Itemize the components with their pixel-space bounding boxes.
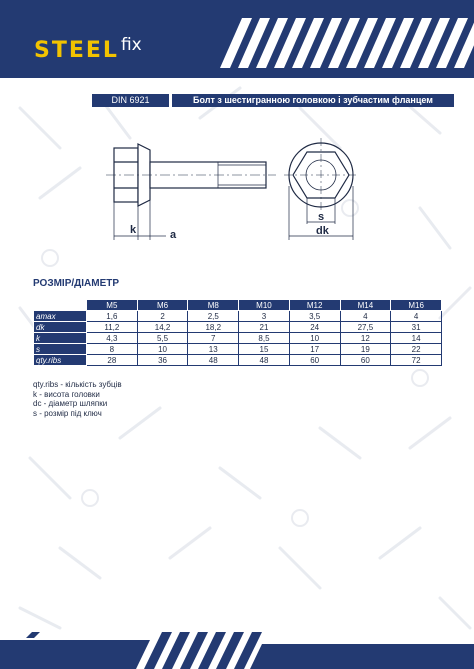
table-cell: 3,5 bbox=[289, 311, 340, 322]
table-cell: 2,5 bbox=[188, 311, 239, 322]
dim-label-k: k bbox=[130, 224, 137, 236]
table-cell: 3 bbox=[239, 311, 290, 322]
table-row bbox=[34, 355, 442, 366]
legend-item: qty.ribs - кількість зубців bbox=[33, 380, 122, 389]
table-cell: 4 bbox=[391, 311, 442, 322]
column-header: M8 bbox=[188, 300, 239, 311]
dim-label-dk: dk bbox=[316, 225, 329, 237]
table-cell: 17 bbox=[289, 344, 340, 355]
table-cell: 10 bbox=[289, 333, 340, 344]
table-cell: 13 bbox=[188, 344, 239, 355]
table-cell: 12 bbox=[340, 333, 391, 344]
table-cell: 19 bbox=[340, 344, 391, 355]
table-cell: 36 bbox=[137, 355, 188, 366]
row-label: s bbox=[34, 344, 87, 355]
table-cell: 24 bbox=[289, 322, 340, 333]
table-cell: 1,6 bbox=[87, 311, 138, 322]
bolt-side-view bbox=[114, 144, 266, 206]
table-cell: 11,2 bbox=[87, 322, 138, 333]
row-label: dk bbox=[34, 322, 87, 333]
table-cell: 14,2 bbox=[137, 322, 188, 333]
table-cell: 10 bbox=[137, 344, 188, 355]
dimensions-table bbox=[33, 299, 442, 366]
product-title-bar bbox=[92, 94, 454, 107]
table-header-row bbox=[34, 300, 442, 311]
row-label: k bbox=[34, 333, 87, 344]
table-cell: 72 bbox=[391, 355, 442, 366]
column-header: M10 bbox=[239, 300, 290, 311]
standard-code: DIN 6921 bbox=[92, 94, 169, 107]
table-cell: 5,5 bbox=[137, 333, 188, 344]
table-cell: 4,3 bbox=[87, 333, 138, 344]
table-cell: 21 bbox=[239, 322, 290, 333]
table-cell: 4 bbox=[340, 311, 391, 322]
product-title: Болт з шестигранною головкою і зубчастим фланцем bbox=[172, 94, 454, 107]
column-header: M6 bbox=[137, 300, 188, 311]
table-cell: 15 bbox=[239, 344, 290, 355]
table-cell: 22 bbox=[391, 344, 442, 355]
table-cell: 31 bbox=[391, 322, 442, 333]
logo-fix-text: fix bbox=[120, 35, 142, 55]
table-cell: 48 bbox=[239, 355, 290, 366]
column-header: M14 bbox=[340, 300, 391, 311]
table-cell: 60 bbox=[340, 355, 391, 366]
table-corner-cell bbox=[34, 300, 87, 311]
table-cell: 48 bbox=[188, 355, 239, 366]
size-section-heading: РОЗМІР/ДІАМЕТР bbox=[33, 278, 120, 289]
table-cell: 60 bbox=[289, 355, 340, 366]
table-cell: 28 bbox=[87, 355, 138, 366]
dim-label-s: s bbox=[318, 211, 325, 223]
legend-item: k - висота головки bbox=[33, 389, 100, 399]
legend-item: s - розмір під ключ bbox=[33, 408, 102, 418]
header-banner bbox=[0, 0, 474, 78]
dim-label-a: a bbox=[170, 229, 177, 241]
table-cell: 8,5 bbox=[239, 333, 290, 344]
column-header: M5 bbox=[87, 300, 138, 311]
row-label: amax bbox=[34, 311, 87, 322]
table-cell: 18,2 bbox=[188, 322, 239, 333]
table-row bbox=[34, 322, 442, 333]
abbreviation-legend bbox=[33, 380, 122, 418]
column-header: M12 bbox=[289, 300, 340, 311]
legend-item: dc - діаметр шляпки bbox=[33, 399, 108, 408]
header-stripes bbox=[190, 18, 474, 68]
table-row bbox=[34, 311, 442, 322]
logo-steel-text: STEEL bbox=[34, 38, 119, 63]
steelfix-logo bbox=[34, 30, 142, 62]
column-header: M16 bbox=[391, 300, 442, 311]
table-cell: 7 bbox=[188, 333, 239, 344]
bolt-technical-drawing bbox=[100, 136, 380, 248]
table-cell: 2 bbox=[137, 311, 188, 322]
table-cell: 27,5 bbox=[340, 322, 391, 333]
footer-stripes bbox=[0, 632, 474, 669]
table-row bbox=[34, 344, 442, 355]
table-row bbox=[34, 333, 442, 344]
table-cell: 8 bbox=[87, 344, 138, 355]
row-label: qty.ribs bbox=[34, 355, 87, 366]
table-cell: 14 bbox=[391, 333, 442, 344]
